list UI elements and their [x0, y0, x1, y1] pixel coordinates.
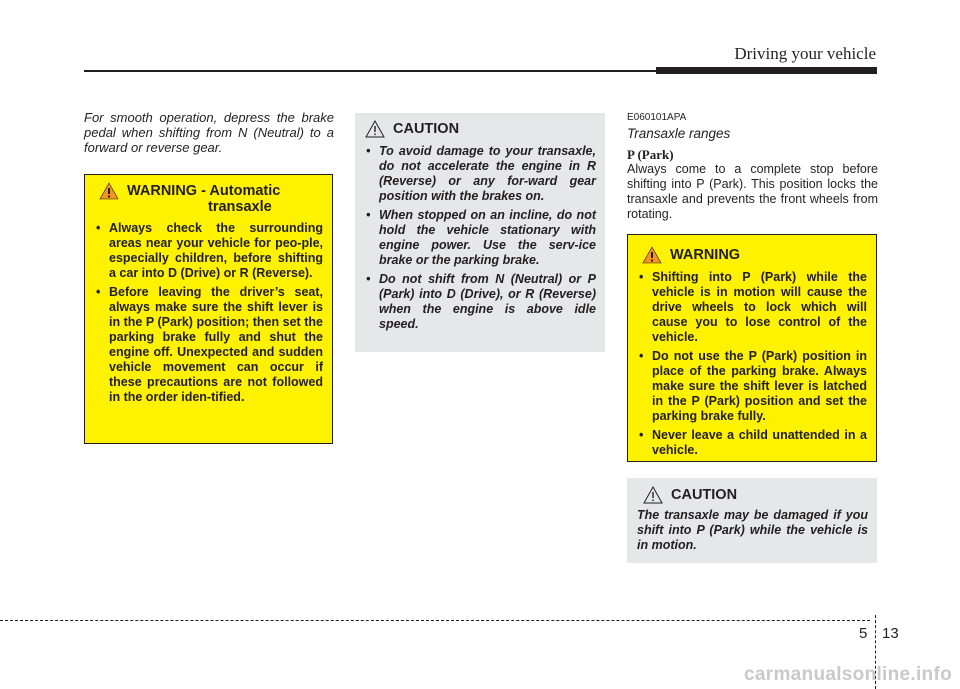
list-item: • When stopped on an incline, do not hold the vehicle stationary with engine power. Use the serv-ice brake or the parking brake.	[365, 208, 596, 268]
header-rule	[84, 70, 656, 72]
intro-paragraph: For smooth operation, depress the brake pedal when shifting from N (Neutral) to a forward or reverse gear.	[84, 110, 334, 155]
park-paragraph: Always come to a complete stop before shifting into P (Park). This position locks the transaxle and prevents the front wheels from rotating.	[627, 162, 878, 221]
warning-icon	[99, 182, 119, 200]
warning-title: WARNING	[670, 247, 741, 263]
header-bar	[656, 67, 877, 74]
list-item: • Do not shift from N (Neutral) or P (Park) into D (Drive), or R (Reverse) when the engine is above idle speed.	[365, 272, 596, 332]
warning-automatic-transaxle-box	[84, 174, 333, 444]
caution-text: The transaxle may be damaged if you shift into P (Park) while the vehicle is in motion.	[637, 508, 868, 552]
warning-list	[95, 221, 323, 405]
caution-heading	[637, 487, 868, 504]
warning-title: WARNING - Automatic	[127, 183, 281, 199]
caution-title: CAUTION	[393, 121, 460, 137]
footer-rule	[0, 620, 870, 621]
warning-heading	[638, 247, 867, 264]
section-code: E060101APA	[627, 112, 687, 123]
caution-icon	[365, 120, 385, 138]
page-number: 13	[882, 625, 899, 642]
list-item: • To avoid damage to your transaxle, do not accelerate the engine in R (Reverse) or any for-ward gear position with the brakes on.	[365, 144, 596, 204]
warning-list	[638, 270, 867, 458]
warning-heading	[95, 183, 323, 215]
section-title: Transaxle ranges	[627, 126, 731, 141]
watermark: carmanualsonline.info	[744, 664, 952, 685]
caution-box	[355, 113, 605, 352]
caution-icon	[643, 486, 663, 504]
list-item: • Always check the surrounding areas near your vehicle for peo-ple, especially children, before shifting a car into D (Drive) or R (Reverse).	[95, 221, 323, 281]
list-item: • Before leaving the driver’s seat, always make sure the shift lever is in the P (Park) position; then set the parking brake fully and shut the engine off. Unexpected and sudden vehicle movement can occur if these precautions are not followed in the order iden-tified.	[95, 285, 323, 405]
warning-subtitle: transaxle	[208, 199, 272, 215]
caution-list	[365, 144, 596, 332]
caution-title: CAUTION	[671, 487, 738, 503]
chapter-number: 5	[859, 625, 868, 642]
list-item: • Do not use the P (Park) position in place of the parking brake. Always make sure the shift lever is latched in the P (Park) position and set the parking brake fully.	[638, 349, 867, 424]
caution-park-box	[627, 478, 877, 563]
list-item: • Never leave a child unattended in a vehicle.	[638, 428, 867, 458]
list-item: • Shifting into P (Park) while the vehicle is in motion will cause the drive wheels to lock which will cause you to lose control of the vehicle.	[638, 270, 867, 345]
caution-heading	[365, 121, 596, 138]
warning-park-box	[627, 234, 877, 462]
warning-title-wrap	[127, 183, 280, 215]
running-header: Driving your vehicle	[734, 44, 876, 63]
sub-title: P (Park)	[627, 147, 674, 162]
warning-icon	[642, 246, 662, 264]
